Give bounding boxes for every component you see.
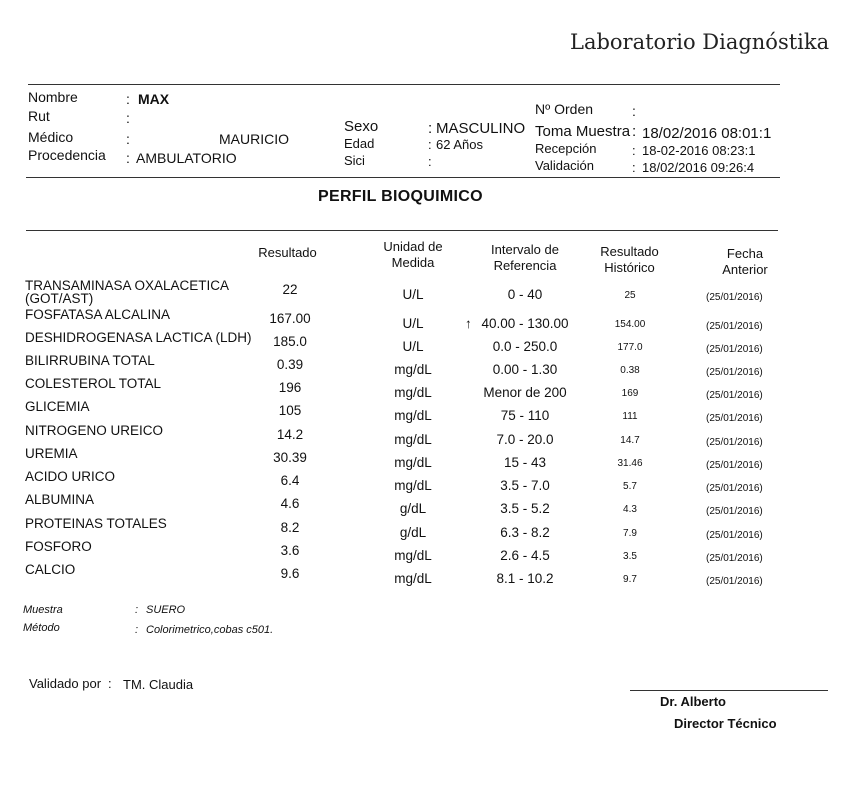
signature-name: Dr. Alberto	[660, 694, 726, 709]
col-unidad-line1: Unidad de	[383, 239, 443, 254]
colon: :	[632, 160, 636, 175]
test-unit: mg/dL	[394, 408, 432, 423]
col-fecha	[705, 246, 785, 278]
test-unit: g/dL	[399, 525, 427, 540]
test-name-line2: (GOT/AST)	[25, 291, 94, 306]
test-name: ALBUMINA	[25, 492, 95, 507]
test-unit: mg/dL	[394, 571, 432, 586]
test-unit: U/L	[402, 316, 424, 331]
test-range: 0.00 - 1.30	[492, 362, 558, 377]
test-unit: g/dL	[399, 501, 427, 516]
test-name: PROTEINAS TOTALES	[25, 516, 167, 531]
high-flag-icon: ↑	[465, 316, 472, 331]
sexo-label: Sexo	[344, 118, 379, 135]
toma-muestra-label: Toma Muestra	[535, 123, 631, 140]
col-intervalo-line1: Intervalo de	[491, 242, 559, 257]
col-historico-line1: Resultado	[600, 244, 659, 259]
test-range: 15 - 43	[503, 455, 547, 470]
lab-name: Laboratorio Diagnóstika	[570, 30, 830, 54]
test-unit: U/L	[402, 339, 424, 354]
test-unit: U/L	[402, 287, 424, 302]
validado-value: TM. Claudia	[123, 677, 194, 692]
test-range: 0.0 - 250.0	[492, 339, 558, 354]
colon: :	[126, 91, 130, 107]
test-historico: 3.5	[623, 551, 637, 562]
test-fecha-anterior: (25/01/2016)	[706, 413, 763, 424]
test-fecha-anterior: (25/01/2016)	[706, 506, 763, 517]
col-intervalo	[475, 242, 575, 274]
test-fecha-anterior: (25/01/2016)	[706, 437, 763, 448]
test-unit: mg/dL	[394, 385, 432, 400]
colon: :	[135, 624, 139, 636]
test-name: DESHIDROGENASA LACTICA (LDH)	[25, 330, 252, 345]
test-result: 8.2	[280, 520, 300, 535]
col-unidad	[368, 239, 458, 271]
test-range: 75 - 110	[500, 408, 550, 423]
metodo-label: Método	[23, 622, 60, 634]
colon: :	[126, 131, 130, 147]
signature-line	[630, 690, 828, 691]
test-result: 22	[282, 282, 298, 297]
test-fecha-anterior: (25/01/2016)	[706, 530, 763, 541]
test-result: 30.39	[273, 450, 307, 465]
colon: :	[108, 676, 112, 691]
colon: :	[632, 143, 636, 158]
test-name: NITROGENO UREICO	[25, 423, 164, 438]
header-divider-bottom	[26, 177, 780, 178]
medico-label: Médico	[28, 129, 74, 145]
procedencia-value: AMBULATORIO	[136, 150, 237, 166]
test-result: 14.2	[276, 427, 304, 442]
test-range: 2.6 - 4.5	[500, 548, 550, 563]
test-fecha-anterior: (25/01/2016)	[706, 483, 763, 494]
test-fecha-anterior: (25/01/2016)	[706, 460, 763, 471]
validado-label: Validado por	[29, 676, 102, 691]
test-historico: 31.46	[617, 458, 643, 469]
colon: :	[135, 604, 139, 616]
test-historico: 154.00	[614, 319, 646, 330]
colon: :	[632, 103, 636, 119]
recepcion-label: Recepción	[535, 141, 597, 156]
colon: :	[428, 137, 432, 152]
medico-value: MAURICIO	[219, 131, 289, 147]
test-name: TRANSAMINASA OXALACETICA	[25, 278, 230, 293]
test-result: 4.6	[280, 496, 300, 511]
col-resultado-label: Resultado	[258, 245, 317, 260]
test-name: COLESTEROL TOTAL	[25, 376, 162, 391]
test-fecha-anterior: (25/01/2016)	[706, 292, 763, 303]
test-name: BILIRRUBINA TOTAL	[25, 353, 155, 368]
test-historico: 9.7	[623, 574, 637, 585]
validacion-label: Validación	[535, 158, 595, 173]
colon: :	[428, 120, 433, 137]
edad-label: Edad	[344, 136, 375, 151]
test-historico: 14.7	[620, 435, 640, 446]
procedencia-label: Procedencia	[28, 147, 106, 163]
test-range: 8.1 - 10.2	[496, 571, 554, 586]
col-fecha-line2: Anterior	[722, 262, 768, 277]
test-name: FOSFORO	[25, 539, 92, 554]
signature-role: Director Técnico	[674, 716, 777, 731]
test-range: 7.0 - 20.0	[496, 432, 554, 447]
test-range: 0 - 40	[507, 287, 543, 302]
colon: :	[428, 154, 432, 169]
rut-label: Rut	[28, 108, 50, 124]
edad-value: 62 Años	[436, 137, 483, 152]
test-unit: mg/dL	[394, 548, 432, 563]
test-fecha-anterior: (25/01/2016)	[706, 321, 763, 332]
test-historico: 5.7	[623, 481, 637, 492]
test-fecha-anterior: (25/01/2016)	[706, 576, 763, 587]
test-result: 196	[278, 380, 302, 395]
test-range: 3.5 - 5.2	[500, 501, 550, 516]
test-unit: mg/dL	[394, 432, 432, 447]
test-historico: 25	[624, 290, 636, 301]
table-divider	[26, 230, 778, 231]
test-historico: 7.9	[623, 528, 637, 539]
test-name: UREMIA	[25, 446, 78, 461]
test-result: 167.00	[269, 311, 311, 326]
test-range: Menor de 200	[483, 385, 567, 400]
test-historico: 169	[621, 388, 639, 399]
test-fecha-anterior: (25/01/2016)	[706, 344, 763, 355]
test-range: 40.00 - 130.00	[481, 316, 569, 331]
test-unit: mg/dL	[394, 362, 432, 377]
test-result: 6.4	[280, 473, 300, 488]
sexo-value: MASCULINO	[436, 120, 526, 137]
test-fecha-anterior: (25/01/2016)	[706, 367, 763, 378]
col-historico-line2: Histórico	[604, 260, 655, 275]
muestra-value: SUERO	[146, 604, 186, 616]
recepcion-value: 18-02-2016 08:23:1	[642, 143, 756, 158]
test-range: 6.3 - 8.2	[500, 525, 550, 540]
nombre-label: Nombre	[28, 89, 78, 105]
col-intervalo-line2: Referencia	[493, 258, 557, 273]
test-name: CALCIO	[25, 562, 76, 577]
colon: :	[632, 123, 637, 140]
toma-muestra-value: 18/02/2016 08:01:1	[642, 125, 772, 142]
report-title: PERFIL BIOQUIMICO	[318, 188, 483, 205]
test-result: 105	[278, 403, 302, 418]
test-historico: 4.3	[623, 504, 637, 515]
col-fecha-line1: Fecha	[726, 246, 764, 261]
validacion-value: 18/02/2016 09:26:4	[642, 160, 755, 175]
test-fecha-anterior: (25/01/2016)	[706, 553, 763, 564]
test-fecha-anterior: (25/01/2016)	[706, 390, 763, 401]
colon: :	[126, 150, 130, 166]
sici-label: Sici	[344, 153, 365, 168]
test-result: 0.39	[276, 357, 304, 372]
test-result: 185.0	[273, 334, 307, 349]
test-result: 9.6	[280, 566, 300, 581]
col-historico	[582, 244, 677, 276]
metodo-value: Colorimetrico,cobas c501.	[146, 624, 274, 636]
orden-label: Nº Orden	[535, 101, 594, 117]
nombre-value: MAX	[138, 91, 170, 107]
colon: :	[126, 110, 130, 126]
test-range: 3.5 - 7.0	[500, 478, 550, 493]
test-result: 3.6	[280, 543, 300, 558]
test-historico: 111	[622, 411, 638, 422]
test-name: GLICEMIA	[25, 399, 90, 414]
test-historico: 177.0	[617, 342, 643, 353]
col-unidad-line2: Medida	[391, 255, 435, 270]
test-unit: mg/dL	[394, 455, 432, 470]
col-resultado	[240, 245, 335, 261]
header-divider-top	[28, 84, 780, 85]
test-unit: mg/dL	[394, 478, 432, 493]
test-name: FOSFATASA ALCALINA	[25, 307, 171, 322]
test-historico: 0.38	[620, 365, 640, 376]
muestra-label: Muestra	[23, 604, 63, 616]
test-name: ACIDO URICO	[25, 469, 116, 484]
